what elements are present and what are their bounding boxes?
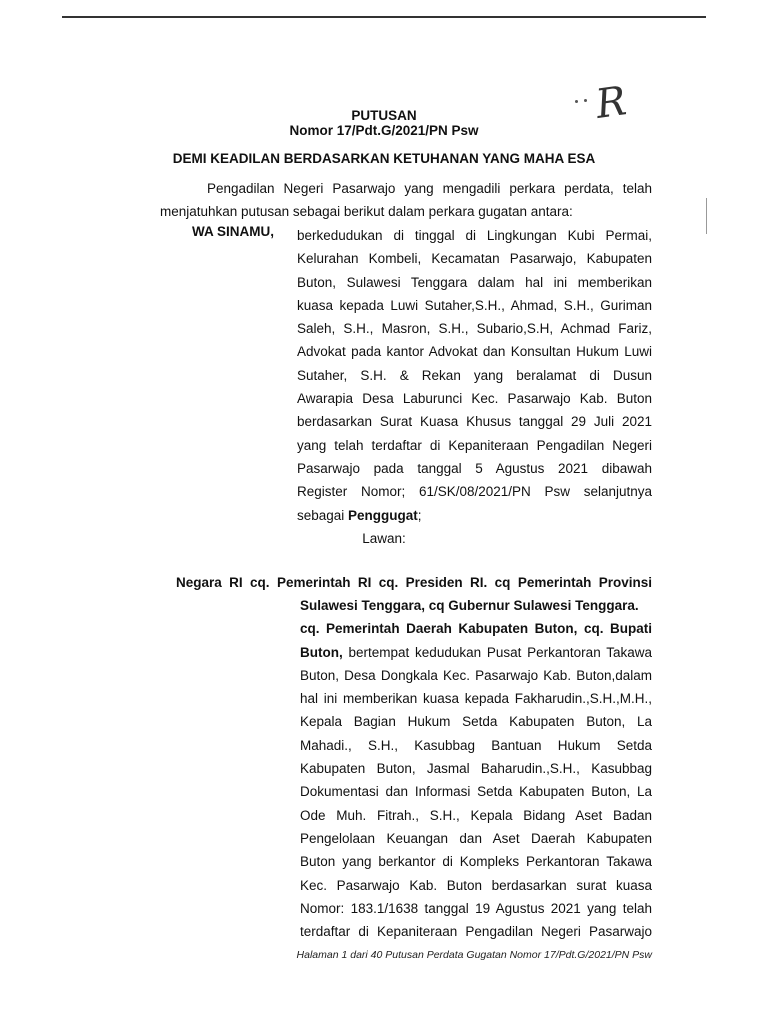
- defendant-name-line: Negara RI cq. Pemerintah RI cq. Presiden RI. cq Pemerintah Provinsi: [176, 575, 652, 590]
- intro-line: Pengadilan Negeri Pasarwajo yang mengadili perkara perdata, telah: [207, 181, 652, 196]
- plaintiff-line: kuasa kepada Luwi Sutaher,S.H., Ahmad, S.H., Guriman: [297, 297, 652, 313]
- defendant-line: terdaftar di Kepaniteraan Pengadilan Negeri Pasarwajo: [300, 924, 652, 940]
- defendant-description: [300, 594, 652, 943]
- plaintiff-line: yang telah terdaftar di Kepaniteraan Pengadilan Negeri: [297, 437, 652, 453]
- plaintiff-line: Register Nomor; 61/SK/08/2021/PN Psw selanjutnya: [297, 484, 652, 500]
- defendant-name-line: cq. Pemerintah Daerah Kabupaten Buton, cq. Bupati: [300, 621, 652, 637]
- role-prefix: sebagai: [297, 507, 349, 523]
- scan-artifact: [706, 198, 707, 234]
- handwritten-initial: R: [592, 78, 630, 128]
- defendant-line: Nomor: 183.1/1638 tanggal 19 Agustus 2021 yang telah: [300, 900, 652, 916]
- plaintiff-line: berdasarkan Surat Kuasa Khusus tanggal 29 Juli 2021: [297, 414, 652, 430]
- plaintiff-line: Sutaher, S.H. & Rekan yang beralamat di Dusun: [297, 367, 652, 383]
- plaintiff-line: Kelurahan Kombeli, Kecamatan Pasarwajo, Kabupaten: [297, 251, 652, 267]
- intro-line: menjatuhkan putusan sebagai berikut dalam perkara gugatan antara:: [160, 204, 573, 220]
- plaintiff-line: Pasarwajo pada tanggal 5 Agustus 2021 dibawah: [297, 460, 652, 476]
- page-footer: Halaman 1 dari 40 Putusan Perdata Gugatan Nomor 17/Pdt.G/2021/PN Psw: [296, 949, 652, 961]
- plaintiff-line: Saleh, S.H., Masron, S.H., Subario,S.H, Achmad Fariz,: [297, 321, 652, 337]
- defendant-line: hal ini memberikan kuasa kepada Fakharudin.,S.H.,M.H.,: [300, 691, 652, 707]
- plaintiff-name: WA SINAMU,: [192, 224, 274, 239]
- plaintiff-line: berkedudukan di tinggal di Lingkungan Kubi Permai,: [297, 228, 652, 243]
- plaintiff-role-line: [297, 504, 652, 527]
- role-suffix: ;: [417, 507, 422, 523]
- defendant-line: Dokumentasi dan Informasi Setda Kabupaten Buton, La: [300, 784, 652, 800]
- defendant-line: Buton yang berkantor di Kompleks Perkantoran Takawa: [300, 854, 652, 870]
- pen-dot: [575, 100, 578, 103]
- defendant-address-line: [300, 641, 652, 664]
- defendant-line: Kepala Bagian Hukum Setda Kabupaten Buton, La: [300, 714, 652, 730]
- case-number: Nomor 17/Pdt.G/2021/PN Psw: [289, 123, 479, 138]
- plaintiff-description: [297, 224, 652, 527]
- pen-dot: [584, 99, 587, 102]
- plaintiff-line: Buton, Sulawesi Tenggara dalam hal ini memberikan: [297, 274, 652, 290]
- defendant-line: Kabupaten Buton, Jasmal Baharudin.,S.H., Kasubbag: [300, 761, 652, 777]
- plaintiff-line: Awarapia Desa Laburunci Kec. Pasarwajo Kab. Buton: [297, 391, 652, 407]
- defendant-name-end: Buton,: [300, 644, 343, 660]
- defendant-line: Pengelolaan Keuangan dan Aset Daerah Kabupaten: [300, 830, 652, 846]
- plaintiff-line: Advokat pada kantor Advokat dan Konsultan Hukum Luwi: [297, 344, 652, 360]
- versus-label: Lawan:: [362, 531, 406, 546]
- defendant-line: Mahadi., S.H., Kasubbag Bantuan Hukum Setda: [300, 737, 652, 753]
- document-title: PUTUSAN: [351, 108, 417, 123]
- intro-paragraph: [160, 177, 652, 224]
- plaintiff-role: Penggugat: [348, 507, 418, 523]
- defendant-line: Ode Muh. Fitrah., S.H., Kepala Bidang Aset Badan: [300, 807, 652, 823]
- defendant-heading: [176, 571, 652, 594]
- defendant-name-line: Sulawesi Tenggara, cq Gubernur Sulawesi Tenggara.: [300, 598, 639, 613]
- defendant-line: Buton, Desa Dongkala Kec. Pasarwajo Kab. Buton,dalam: [300, 667, 652, 683]
- defendant-line: Kec. Pasarwajo Kab. Buton berdasarkan surat kuasa: [300, 877, 652, 893]
- motto-heading: DEMI KEADILAN BERDASARKAN KETUHANAN YANG MAHA ESA: [172, 151, 596, 166]
- defendant-address-start: bertempat kedudukan Pusat Perkantoran Takawa: [342, 644, 652, 660]
- top-scan-border: [62, 16, 706, 18]
